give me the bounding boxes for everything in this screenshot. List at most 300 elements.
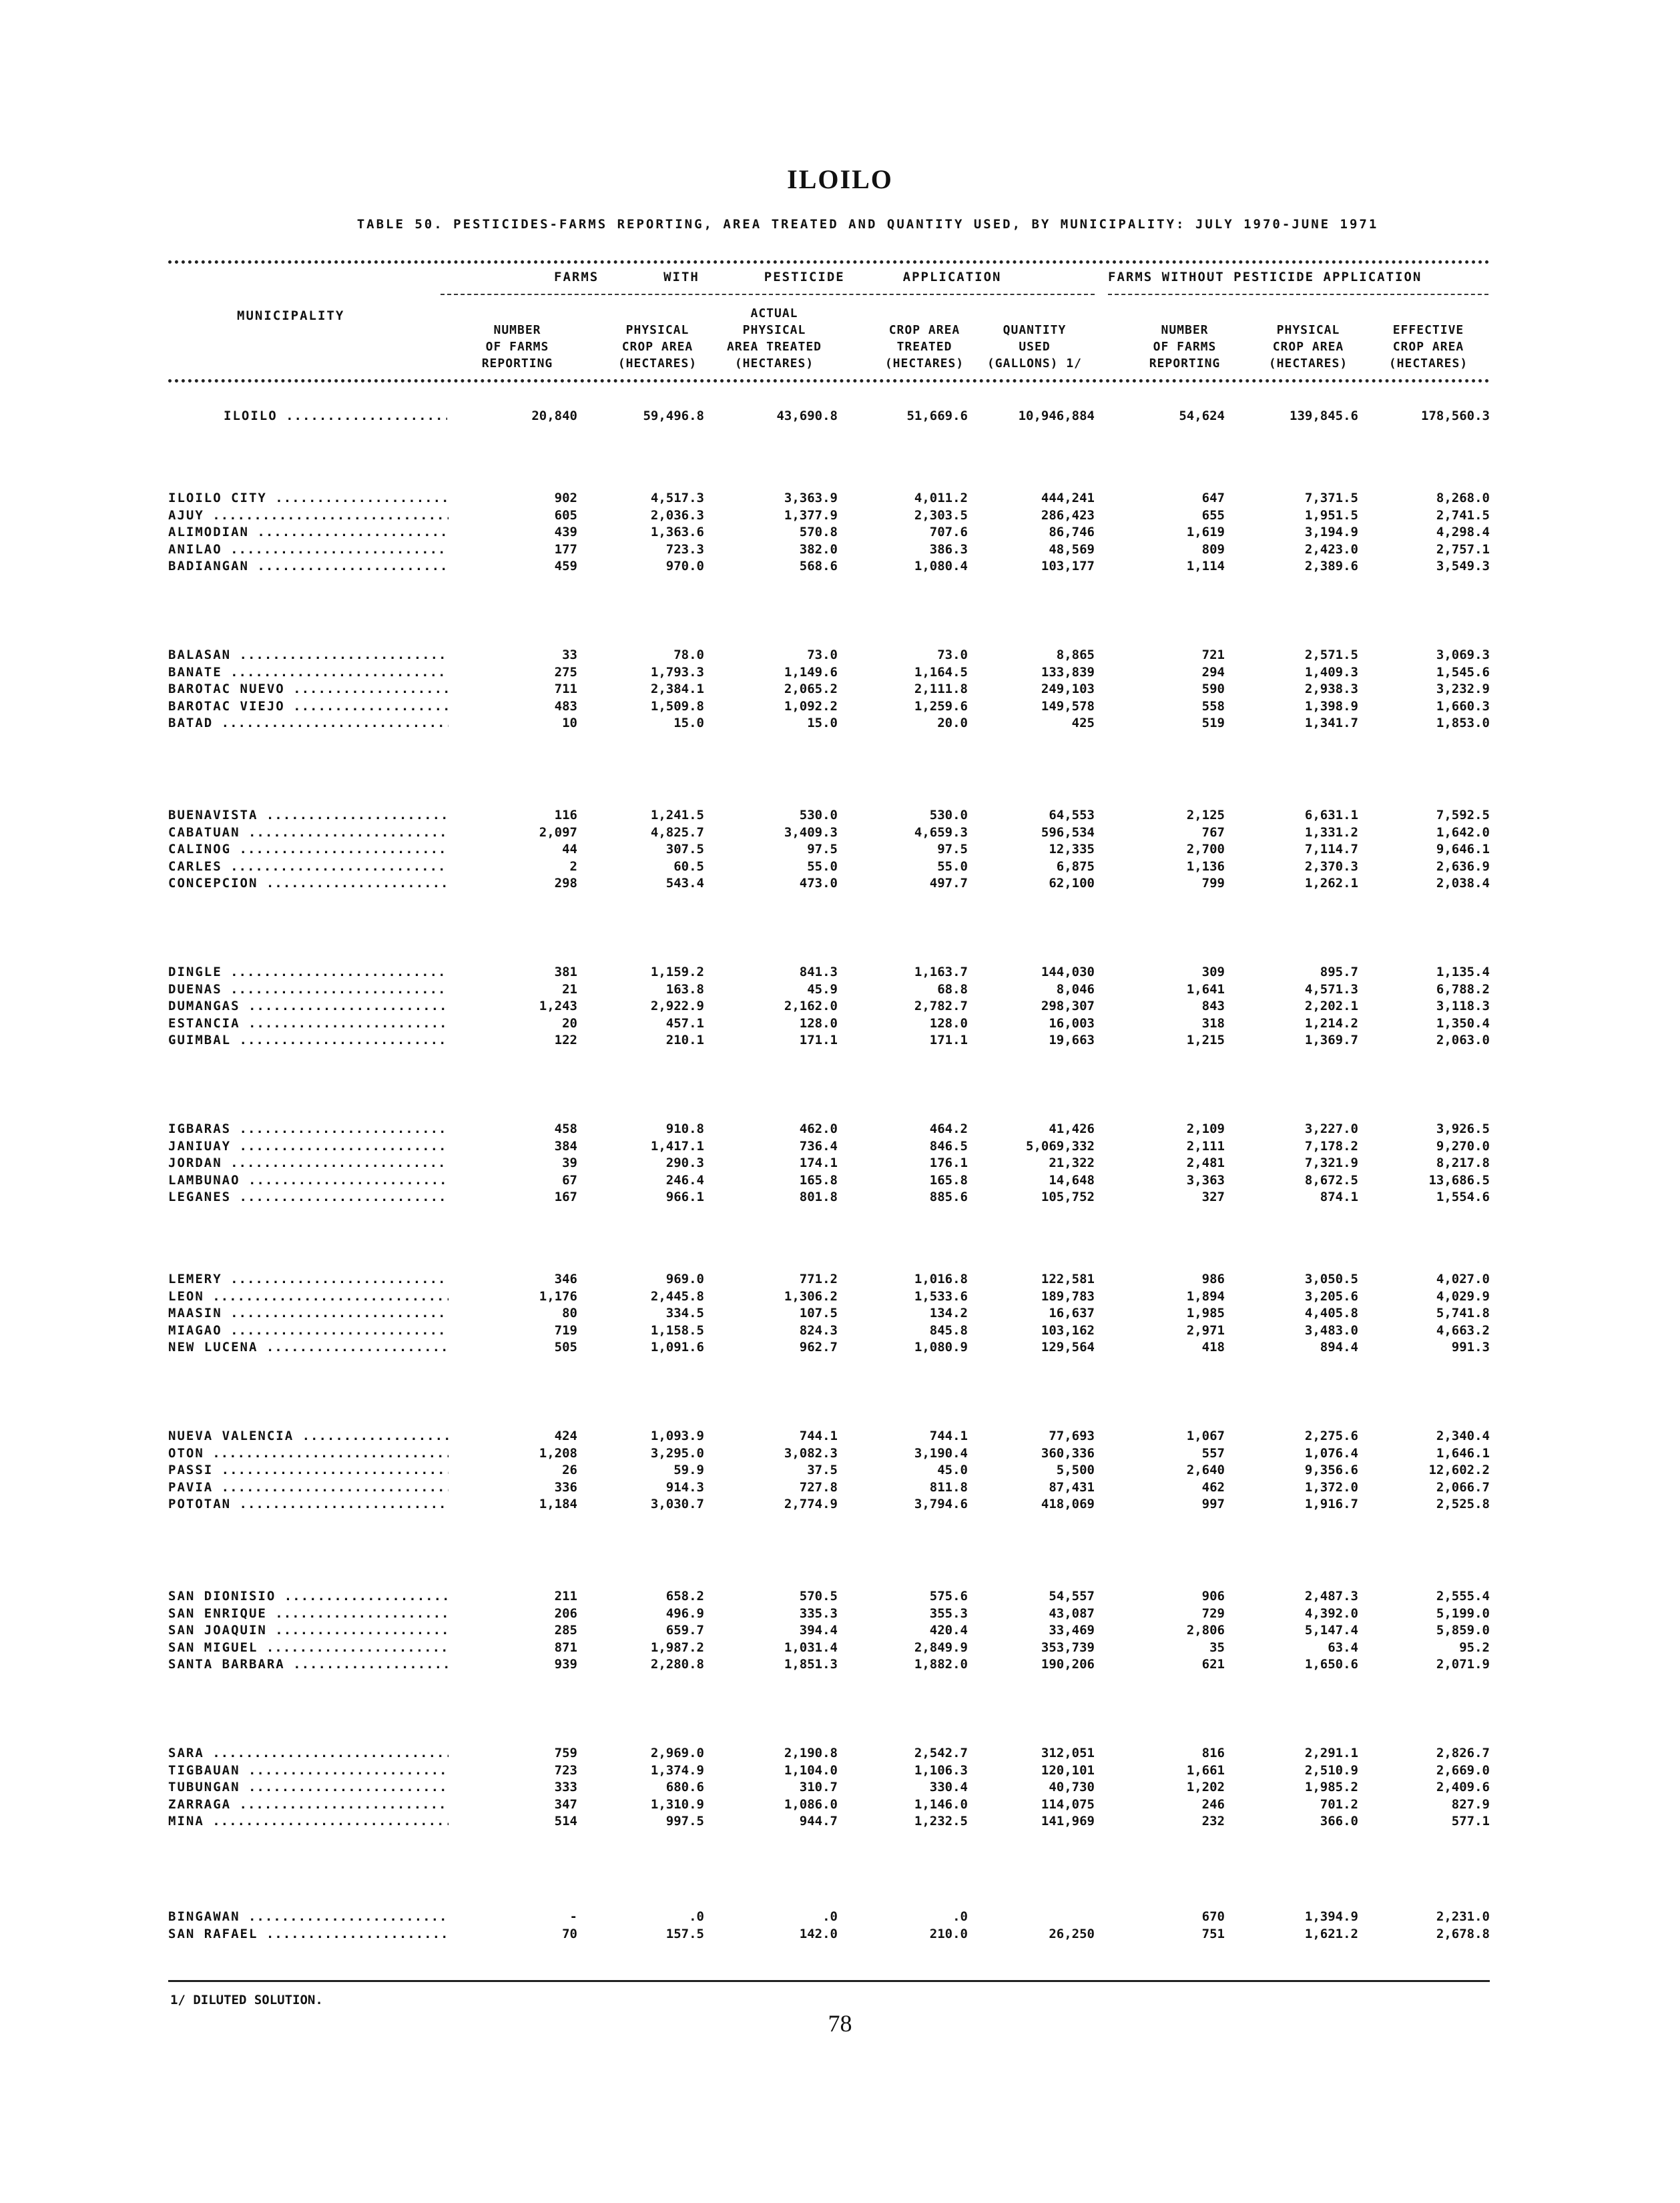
cell-value: 596,534 <box>1041 824 1095 840</box>
municipality-name: MAASIN ..... <box>168 1306 449 1320</box>
cell-value: 744.1 <box>929 1429 968 1443</box>
cell-value: 944.7 <box>799 1814 838 1828</box>
cell-value: 122,581 <box>1041 1272 1095 1286</box>
cell-value: 5,069,332 <box>1026 1138 1095 1154</box>
cell-value: 885.6 <box>929 1190 968 1204</box>
cell-value: 1,894 <box>1186 1288 1225 1304</box>
cell-value: 165.8 <box>929 1172 968 1188</box>
municipality-name: CONCEPCION ..... <box>168 876 449 891</box>
table-row <box>0 825 1680 842</box>
cell-value: .0 <box>822 1909 838 1924</box>
cell-value: 128.0 <box>929 1015 968 1031</box>
table-row <box>0 699 1680 716</box>
cell-value: 816 <box>1201 1746 1225 1760</box>
cell-value: 1,208 <box>539 1445 577 1461</box>
cell-value: 12,602.2 <box>1428 1463 1490 1477</box>
municipality-name: SANTA BARBARA ..... <box>168 1657 449 1672</box>
cell-value: 906 <box>1201 1589 1225 1604</box>
cell-value: 2,481 <box>1186 1156 1225 1170</box>
cell-value: 2,384.1 <box>650 682 704 696</box>
cell-value: 246.4 <box>665 1172 704 1188</box>
cell-value: 701.2 <box>1320 1796 1358 1812</box>
municipality-name: BATAD ..... <box>168 716 449 730</box>
cell-value: 97.5 <box>807 842 838 856</box>
cell-value: 384 <box>554 1138 577 1154</box>
cell-value: 54,624 <box>1179 409 1225 423</box>
cell-value: 2,063.0 <box>1436 1033 1490 1047</box>
cell-value: 464.2 <box>929 1122 968 1136</box>
municipality-name: MINA ..... <box>168 1814 449 1828</box>
cell-value: 939 <box>554 1657 577 1672</box>
cell-value: 2,849.9 <box>914 1640 968 1655</box>
cell-value: 605 <box>554 507 577 523</box>
cell-value: 723.3 <box>665 541 704 557</box>
cell-value: 727.8 <box>799 1479 838 1495</box>
page-number: 78 <box>828 2010 852 2037</box>
table-row <box>0 1016 1680 1033</box>
cell-value: 970.0 <box>665 559 704 573</box>
cell-value: 1,310.9 <box>650 1796 704 1812</box>
cell-value: 21,322 <box>1049 1156 1095 1170</box>
cell-value: 1,853.0 <box>1436 716 1490 730</box>
cell-value: 570.5 <box>799 1589 838 1604</box>
cell-value: 1,076.4 <box>1304 1445 1358 1461</box>
table-row <box>0 1589 1680 1606</box>
table-row <box>0 491 1680 507</box>
cell-value: 45.9 <box>807 981 838 997</box>
cell-value: 394.4 <box>799 1623 838 1638</box>
cell-value: 2,640 <box>1186 1463 1225 1477</box>
cell-value: 969.0 <box>665 1272 704 1286</box>
cell-value: 103,162 <box>1041 1322 1095 1338</box>
cell-value: 1,093.9 <box>650 1429 704 1443</box>
cell-value: 2,542.7 <box>914 1746 968 1760</box>
total-row <box>0 409 1680 425</box>
cell-value: 2,190.8 <box>784 1746 838 1760</box>
cell-value: 178,560.3 <box>1421 409 1490 423</box>
cell-value: 43,087 <box>1049 1606 1095 1621</box>
table-row <box>0 1139 1680 1156</box>
cell-value: 2,741.5 <box>1436 507 1490 523</box>
group-header-word: APPLICATION <box>902 270 1002 284</box>
cell-value: 9,646.1 <box>1436 842 1490 856</box>
cell-value: 3,549.3 <box>1436 559 1490 573</box>
cell-value: - <box>569 1909 577 1924</box>
cell-value: 39 <box>562 1156 577 1170</box>
cell-value: 514 <box>554 1814 577 1828</box>
cell-value: 60.5 <box>673 859 704 874</box>
cell-value: 2,038.4 <box>1436 876 1490 891</box>
cell-value: 759 <box>554 1746 577 1760</box>
cell-value: 3,232.9 <box>1436 682 1490 696</box>
cell-value: 519 <box>1201 716 1225 730</box>
cell-value: 4,011.2 <box>914 491 968 505</box>
cell-value: 26,250 <box>1049 1926 1095 1941</box>
municipality-name: CABATUAN ..... <box>168 825 449 840</box>
cell-value: 1,202 <box>1186 1780 1225 1794</box>
cell-value: 330.4 <box>929 1780 968 1794</box>
cell-value: 290.3 <box>665 1156 704 1170</box>
cell-value: 2,700 <box>1186 842 1225 856</box>
cell-value: 16,637 <box>1049 1306 1095 1320</box>
cell-value: 1,882.0 <box>914 1657 968 1672</box>
cell-value: 1,091.6 <box>650 1340 704 1355</box>
cell-value: 827.9 <box>1451 1796 1490 1812</box>
cell-value: 1,509.8 <box>650 698 704 714</box>
cell-value: 3,190.4 <box>914 1445 968 1461</box>
cell-value: 1,409.3 <box>1304 664 1358 680</box>
table-row <box>0 665 1680 682</box>
cell-value: 2,291.1 <box>1304 1746 1358 1760</box>
municipality-name: ALIMODIAN ..... <box>168 525 449 539</box>
cell-value: 9,356.6 <box>1304 1463 1358 1477</box>
cell-value: 87,431 <box>1049 1479 1095 1495</box>
cell-value: 5,859.0 <box>1436 1623 1490 1638</box>
cell-value: 575.6 <box>929 1589 968 1604</box>
cell-value: 2,125 <box>1186 808 1225 822</box>
cell-value: 4,659.3 <box>914 824 968 840</box>
cell-value: 353,739 <box>1041 1640 1095 1655</box>
cell-value: 86,746 <box>1049 525 1095 539</box>
cell-value: 64,553 <box>1049 808 1095 822</box>
municipality-name: CARLES ..... <box>168 859 449 874</box>
municipality-name: BADIANGAN ..... <box>168 559 449 573</box>
cell-value: 2,066.7 <box>1436 1479 1490 1495</box>
cell-value: 736.4 <box>799 1138 838 1154</box>
cell-value: 2,774.9 <box>784 1497 838 1511</box>
cell-value: 298 <box>554 876 577 891</box>
cell-value: 318 <box>1201 1015 1225 1031</box>
table-row <box>0 1746 1680 1762</box>
cell-value: 719 <box>554 1322 577 1338</box>
cell-value: 1,642.0 <box>1436 824 1490 840</box>
cell-value: 530.0 <box>929 808 968 822</box>
cell-value: 1,215 <box>1186 1033 1225 1047</box>
cell-value: 4,027.0 <box>1436 1272 1490 1286</box>
table-row <box>0 1306 1680 1322</box>
cell-value: 767 <box>1201 824 1225 840</box>
cell-value: 418 <box>1201 1340 1225 1355</box>
municipality-name: OTON ..... <box>168 1446 449 1461</box>
cell-value: 962.7 <box>799 1340 838 1355</box>
cell-value: 1,793.3 <box>650 664 704 680</box>
cell-value: 294 <box>1201 664 1225 680</box>
cell-value: 1,331.2 <box>1304 824 1358 840</box>
cell-value: 811.8 <box>929 1479 968 1495</box>
cell-value: 577.1 <box>1451 1814 1490 1828</box>
cell-value: 1,660.3 <box>1436 698 1490 714</box>
cell-value: 902 <box>554 491 577 505</box>
cell-value: 4,029.9 <box>1436 1288 1490 1304</box>
table-row <box>0 859 1680 876</box>
cell-value: 4,298.4 <box>1436 525 1490 539</box>
cell-value: 1,114 <box>1186 559 1225 573</box>
cell-value: 13,686.5 <box>1428 1172 1490 1188</box>
cell-value: 1,262.1 <box>1304 876 1358 891</box>
top-rule <box>168 260 1490 264</box>
cell-value: 33 <box>562 648 577 662</box>
cell-value: 386.3 <box>929 541 968 557</box>
cell-value: 59.9 <box>673 1463 704 1477</box>
cell-value: 381 <box>554 965 577 979</box>
municipality-name: SAN MIGUEL ..... <box>168 1640 449 1655</box>
cell-value: 2,487.3 <box>1304 1589 1358 1604</box>
column-header-physical-crop-area: PHYSICAL CROP AREA (HECTARES) <box>617 323 697 371</box>
cell-value: 21 <box>562 981 577 997</box>
cell-value: 621 <box>1201 1657 1225 1672</box>
cell-value: 1,232.5 <box>914 1814 968 1828</box>
cell-value: 809 <box>1201 541 1225 557</box>
table-row <box>0 1480 1680 1497</box>
cell-value: 7,592.5 <box>1436 808 1490 822</box>
cell-value: 7,114.7 <box>1304 842 1358 856</box>
cell-value: 134.2 <box>929 1306 968 1320</box>
cell-value: 8,046 <box>1056 981 1095 997</box>
cell-value: 165.8 <box>799 1172 838 1188</box>
municipality-name: AJUY ..... <box>168 508 449 523</box>
cell-value: 1,176 <box>539 1288 577 1304</box>
cell-value: 1,106.3 <box>914 1762 968 1778</box>
municipality-name: LEGANES ..... <box>168 1190 449 1204</box>
cell-value: 70 <box>562 1926 577 1941</box>
cell-value: 2,806 <box>1186 1623 1225 1638</box>
cell-value: 824.3 <box>799 1322 838 1338</box>
cell-value: 1,661 <box>1186 1762 1225 1778</box>
cell-value: 1,417.1 <box>650 1138 704 1154</box>
cell-value: 462 <box>1201 1479 1225 1495</box>
municipality-name: BANATE ..... <box>168 665 449 680</box>
column-header-farms-without-reporting: NUMBER OF FARMS REPORTING <box>1149 323 1221 371</box>
cell-value: 3,794.6 <box>914 1497 968 1511</box>
cell-value: 1,243 <box>539 999 577 1013</box>
municipality-name: SARA ..... <box>168 1746 449 1760</box>
cell-value: 95.2 <box>1459 1640 1490 1655</box>
cell-value: 801.8 <box>799 1190 838 1204</box>
footnote: 1/ DILUTED SOLUTION. <box>170 1993 323 2007</box>
cell-value: 97.5 <box>937 842 968 856</box>
cell-value: 3,050.5 <box>1304 1272 1358 1286</box>
cell-value: 5,500 <box>1056 1463 1095 1477</box>
cell-value: 9,270.0 <box>1436 1138 1490 1154</box>
cell-value: 78.0 <box>673 648 704 662</box>
cell-value: 309 <box>1201 965 1225 979</box>
municipality-name: ANILAO ..... <box>168 542 449 557</box>
cell-value: 4,517.3 <box>650 491 704 505</box>
cell-value: 2,065.2 <box>784 682 838 696</box>
page-title: ILOILO <box>787 164 893 194</box>
table-row <box>0 1640 1680 1657</box>
cell-value: 5,199.0 <box>1436 1606 1490 1621</box>
cell-value: 8,865 <box>1056 648 1095 662</box>
table-row <box>0 1446 1680 1463</box>
municipality-name: TIGBAUAN ..... <box>168 1763 449 1778</box>
cell-value: 37.5 <box>807 1463 838 1477</box>
cell-value: 459 <box>554 559 577 573</box>
cell-value: 4,663.2 <box>1436 1322 1490 1338</box>
cell-value: 1,214.2 <box>1304 1015 1358 1031</box>
cell-value: 19,663 <box>1049 1033 1095 1047</box>
cell-value: 1,377.9 <box>784 507 838 523</box>
cell-value: 8,672.5 <box>1304 1172 1358 1188</box>
group-header-word: PESTICIDE <box>764 270 845 284</box>
municipality-name: BALASAN ..... <box>168 648 449 662</box>
cell-value: 2,036.3 <box>650 507 704 523</box>
table-row <box>0 1909 1680 1926</box>
table-row <box>0 1623 1680 1640</box>
cell-value: 210.0 <box>929 1926 968 1941</box>
cell-value: 128.0 <box>799 1015 838 1031</box>
group-rule-without <box>1108 294 1488 295</box>
municipality-name: PASSI ..... <box>168 1463 449 1477</box>
cell-value: 3,205.6 <box>1304 1288 1358 1304</box>
cell-value: 874.1 <box>1320 1190 1358 1204</box>
cell-value: 6,875 <box>1056 859 1095 874</box>
cell-value: 1,184 <box>539 1497 577 1511</box>
cell-value: 26 <box>562 1463 577 1477</box>
table-row <box>0 682 1680 698</box>
cell-value: 2,555.4 <box>1436 1589 1490 1604</box>
municipality-name: SAN RAFAEL ..... <box>168 1927 449 1941</box>
cell-value: 2,275.6 <box>1304 1429 1358 1443</box>
cell-value: 206 <box>554 1606 577 1621</box>
cell-value: 1,350.4 <box>1436 1015 1490 1031</box>
cell-value: 2,097 <box>539 824 577 840</box>
municipality-name: IGBARAS ..... <box>168 1122 449 1136</box>
table-row <box>0 1429 1680 1445</box>
table-row <box>0 876 1680 893</box>
cell-value: 1,146.0 <box>914 1796 968 1812</box>
cell-value: 1,067 <box>1186 1429 1225 1443</box>
cell-value: 2,231.0 <box>1436 1909 1490 1924</box>
cell-value: 122 <box>554 1033 577 1047</box>
group-header-word: FARMS <box>554 270 599 284</box>
cell-value: 249,103 <box>1041 682 1095 696</box>
table-row <box>0 1033 1680 1049</box>
cell-value: 1,080.9 <box>914 1340 968 1355</box>
municipality-name: DINGLE ..... <box>168 965 449 979</box>
cell-value: 1,149.6 <box>784 664 838 680</box>
cell-value: 163.8 <box>665 981 704 997</box>
cell-value: 7,321.9 <box>1304 1156 1358 1170</box>
cell-value: 171.1 <box>799 1033 838 1047</box>
cell-value: 16,003 <box>1049 1015 1095 1031</box>
cell-value: 310.7 <box>799 1780 838 1794</box>
cell-value: 530.0 <box>799 808 838 822</box>
table-row <box>0 648 1680 664</box>
column-header-farms-reporting: NUMBER OF FARMS REPORTING <box>481 323 553 371</box>
table-caption: TABLE 50. PESTICIDES-FARMS REPORTING, AREA TREATED AND QUANTITY USED, BY MUNICIPALITY: JULY 1970-JUNE 1971 <box>356 217 1379 232</box>
table-row <box>0 1497 1680 1513</box>
cell-value: 3,069.3 <box>1436 648 1490 662</box>
cell-value: 2,111.8 <box>914 682 968 696</box>
cell-value: 1,086.0 <box>784 1796 838 1812</box>
cell-value: 723 <box>554 1762 577 1778</box>
cell-value: 232 <box>1201 1814 1225 1828</box>
cell-value: 335.3 <box>799 1606 838 1621</box>
cell-value: 54,557 <box>1049 1589 1095 1604</box>
cell-value: .0 <box>952 1909 968 1924</box>
cell-value: 4,571.3 <box>1304 981 1358 997</box>
cell-value: 505 <box>554 1340 577 1355</box>
cell-value: 333 <box>554 1780 577 1794</box>
cell-value: 1,533.6 <box>914 1288 968 1304</box>
cell-value: 171.1 <box>929 1033 968 1047</box>
cell-value: 711 <box>554 682 577 696</box>
cell-value: 1,621.2 <box>1304 1926 1358 1941</box>
table-row <box>0 999 1680 1015</box>
cell-value: 3,483.0 <box>1304 1322 1358 1338</box>
municipality-name: BUENAVISTA ..... <box>168 808 449 822</box>
cell-value: 2,636.9 <box>1436 859 1490 874</box>
cell-value: 190,206 <box>1041 1657 1095 1672</box>
cell-value: 2,109 <box>1186 1122 1225 1136</box>
cell-value: 2,571.5 <box>1304 648 1358 662</box>
cell-value: 80 <box>562 1306 577 1320</box>
table-row <box>0 542 1680 559</box>
cell-value: 3,363 <box>1186 1172 1225 1188</box>
cell-value: 307.5 <box>665 842 704 856</box>
cell-value: 558 <box>1201 698 1225 714</box>
cell-value: 6,631.1 <box>1304 808 1358 822</box>
cell-value: 1,554.6 <box>1436 1190 1490 1204</box>
cell-value: 142.0 <box>799 1926 838 1941</box>
cell-value: 55.0 <box>937 859 968 874</box>
cell-value: 1,985 <box>1186 1306 1225 1320</box>
cell-value: 1,985.2 <box>1304 1780 1358 1794</box>
cell-value: 7,371.5 <box>1304 491 1358 505</box>
cell-value: 729 <box>1201 1606 1225 1621</box>
cell-value: 2,370.3 <box>1304 859 1358 874</box>
cell-value: 63.4 <box>1328 1640 1358 1655</box>
cell-value: 1,092.2 <box>784 698 838 714</box>
table-row <box>0 1173 1680 1190</box>
cell-value: 3,118.3 <box>1436 999 1490 1013</box>
municipality-name: SAN DIONISIO ..... <box>168 1589 449 1604</box>
cell-value: 845.8 <box>929 1322 968 1338</box>
cell-value: 157.5 <box>665 1926 704 1941</box>
cell-value: 3,295.0 <box>650 1445 704 1461</box>
cell-value: 10 <box>562 716 577 730</box>
cell-value: 1,104.0 <box>784 1762 838 1778</box>
cell-value: 285 <box>554 1623 577 1638</box>
cell-value: 997 <box>1201 1497 1225 1511</box>
cell-value: 5,741.8 <box>1436 1306 1490 1320</box>
cell-value: 103,177 <box>1041 559 1095 573</box>
cell-value: 116 <box>554 808 577 822</box>
cell-value: 418,069 <box>1041 1497 1095 1511</box>
cell-value: 347 <box>554 1796 577 1812</box>
municipality-name: ILOILO ..... <box>224 409 447 423</box>
cell-value: 1,646.1 <box>1436 1445 1490 1461</box>
cell-value: 1,135.4 <box>1436 965 1490 979</box>
cell-value: 1,398.9 <box>1304 698 1358 714</box>
cell-value: 3,227.0 <box>1304 1122 1358 1136</box>
cell-value: 2,340.4 <box>1436 1429 1490 1443</box>
cell-value: 2,669.0 <box>1436 1762 1490 1778</box>
cell-value: 2,938.3 <box>1304 682 1358 696</box>
cell-value: 1,916.7 <box>1304 1497 1358 1511</box>
municipality-name: GUIMBAL ..... <box>168 1033 449 1047</box>
cell-value: 1,159.2 <box>650 965 704 979</box>
column-header-crop-area-treated: CROP AREA TREATED (HECTARES) <box>884 323 964 371</box>
cell-value: 33,469 <box>1049 1623 1095 1638</box>
cell-value: 1,306.2 <box>784 1288 838 1304</box>
cell-value: 6,788.2 <box>1436 981 1490 997</box>
cell-value: 1,951.5 <box>1304 507 1358 523</box>
table-row <box>0 1122 1680 1138</box>
cell-value: 1,163.7 <box>914 965 968 979</box>
cell-value: 1,341.7 <box>1304 716 1358 730</box>
